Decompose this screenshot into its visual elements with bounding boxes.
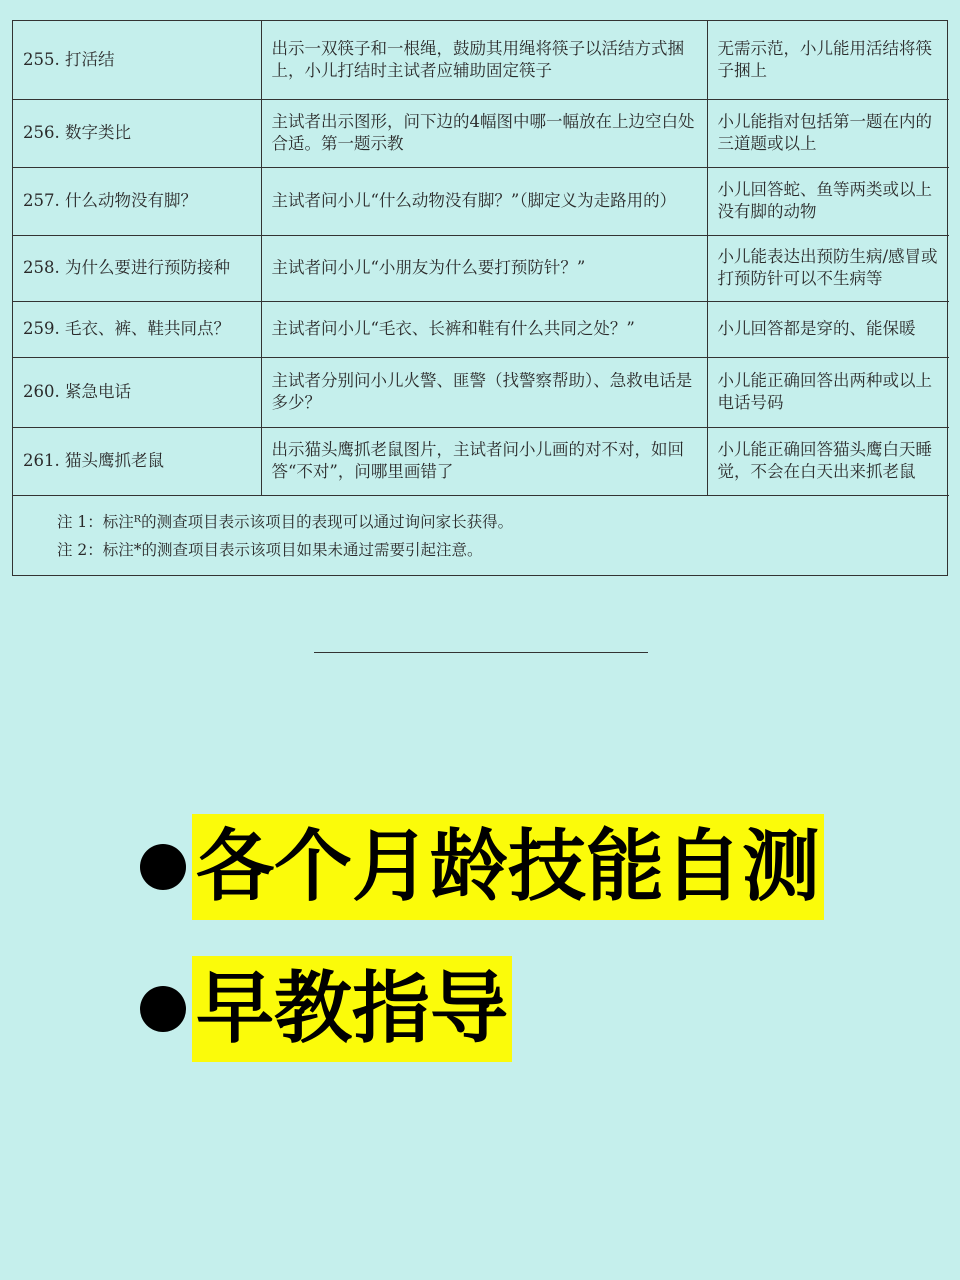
criteria-cell: 小儿回答都是穿的、能保暖 — [707, 301, 949, 357]
criteria-cell: 无需示范，小儿能用活结将筷子捆上 — [707, 21, 949, 99]
item-cell: 258. 为什么要进行预防接种 — [13, 235, 261, 301]
item-cell: 257. 什么动物没有脚？ — [13, 167, 261, 235]
notes-cell — [13, 495, 949, 576]
criteria-cell: 小儿回答蛇、鱼等两类或以上没有脚的动物 — [707, 167, 949, 235]
bullet-item-self-test — [140, 814, 824, 920]
item-cell: 255. 打活结 — [13, 21, 261, 99]
table-row — [13, 235, 949, 301]
note-1: 注 1：标注ᴿ的测查项目表示该项目的表现可以通过询问家长获得。 — [57, 512, 514, 531]
bullet-text: 早教指导 — [192, 956, 512, 1062]
method-cell: 主试者出示图形，问下边的4幅图中哪一幅放在上边空白处合适。第一题示教 — [261, 99, 707, 167]
method-cell: 主试者分别问小儿火警、匪警（找警察帮助）、急救电话是多少？ — [261, 357, 707, 427]
item-cell: 259. 毛衣、裤、鞋共同点？ — [13, 301, 261, 357]
criteria-cell: 小儿能表达出预防生病/感冒或打预防针可以不生病等 — [707, 235, 949, 301]
bullet-dot-icon — [140, 844, 186, 890]
table-row — [13, 301, 949, 357]
assessment-table-grid — [13, 21, 949, 576]
criteria-cell: 小儿能正确回答猫头鹰白天睡觉，不会在白天出来抓老鼠 — [707, 427, 949, 495]
table-row — [13, 427, 949, 495]
notes-row — [13, 495, 949, 576]
note-2: 注 2：标注*的测查项目表示该项目如果未通过需要引起注意。 — [57, 540, 483, 559]
item-cell: 261. 猫头鹰抓老鼠 — [13, 427, 261, 495]
method-cell: 主试者问小儿“什么动物没有脚？”（脚定义为走路用的） — [261, 167, 707, 235]
table-row — [13, 21, 949, 99]
table-row — [13, 357, 949, 427]
criteria-cell: 小儿能指对包括第一题在内的三道题或以上 — [707, 99, 949, 167]
divider-line — [314, 652, 648, 653]
method-cell: 主试者问小儿“毛衣、长裤和鞋有什么共同之处？” — [261, 301, 707, 357]
item-cell: 260. 紧急电话 — [13, 357, 261, 427]
assessment-table — [12, 20, 948, 576]
item-cell: 256. 数字类比 — [13, 99, 261, 167]
method-cell: 主试者问小儿“小朋友为什么要打预防针？” — [261, 235, 707, 301]
bullet-text: 各个月龄技能自测 — [192, 814, 824, 920]
table-row — [13, 99, 949, 167]
method-cell: 出示一双筷子和一根绳，鼓励其用绳将筷子以活结方式捆上，小儿打结时主试者应辅助固定筷子 — [261, 21, 707, 99]
bullet-item-early-education — [140, 956, 512, 1062]
criteria-cell: 小儿能正确回答出两种或以上电话号码 — [707, 357, 949, 427]
method-cell: 出示猫头鹰抓老鼠图片，主试者问小儿画的对不对，如回答“不对”，问哪里画错了 — [261, 427, 707, 495]
bullet-dot-icon — [140, 986, 186, 1032]
table-row — [13, 167, 949, 235]
